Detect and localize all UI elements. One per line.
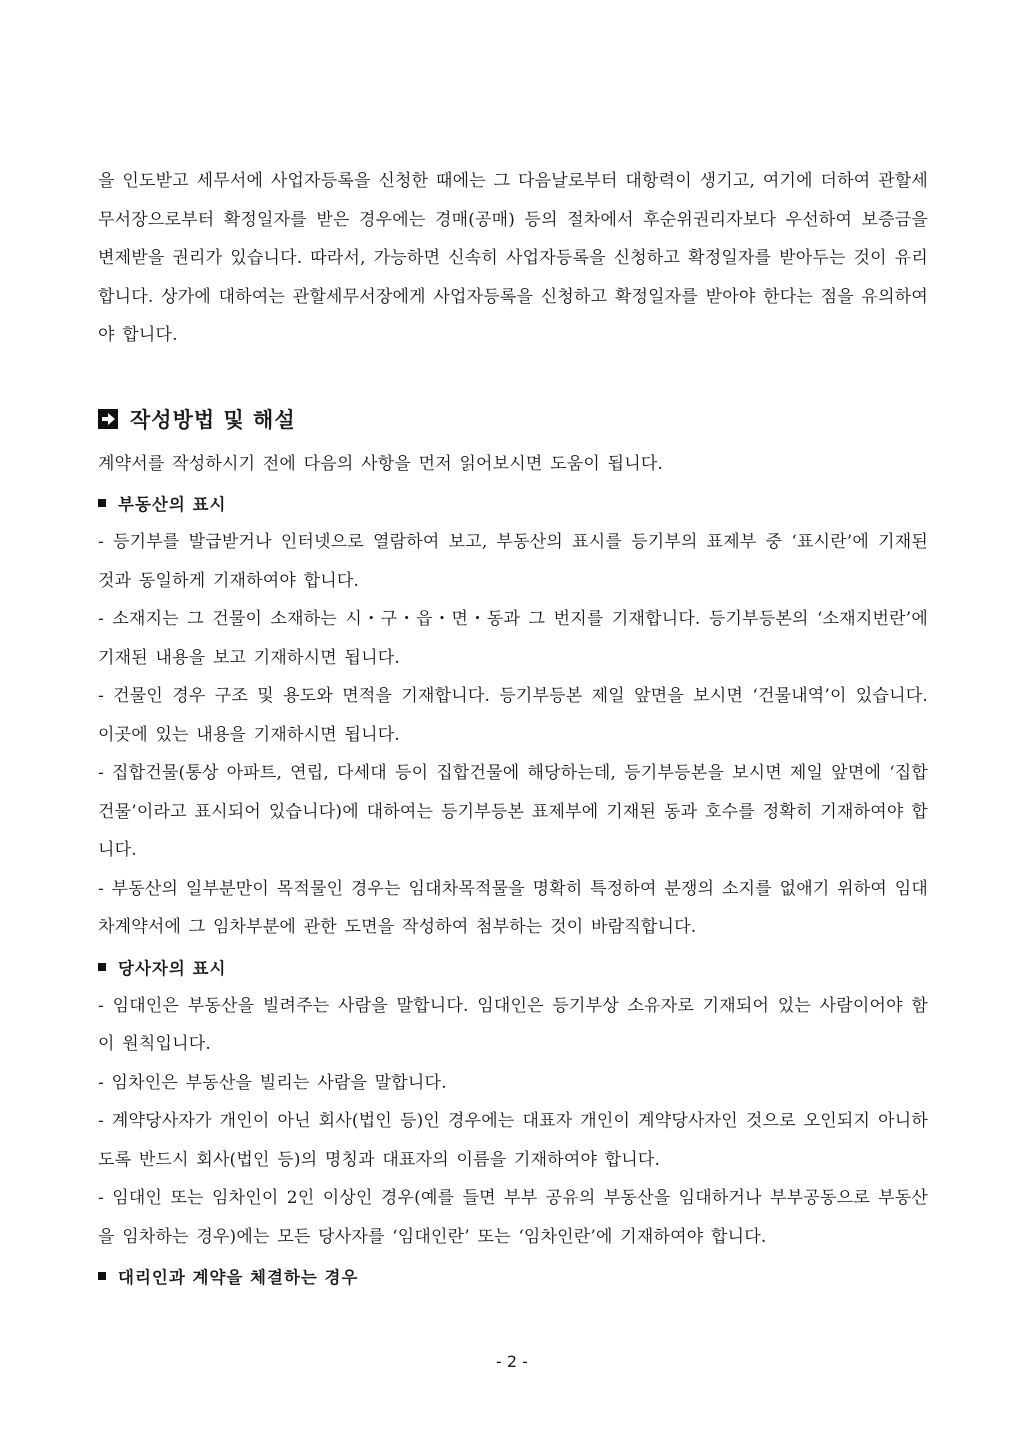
party-item-2: - 임차인은 부동산을 빌리는 사람을 말합니다. (98, 1072, 447, 1093)
section-title: 작성방법 및 해설 (130, 407, 296, 432)
property-item-2: - 소재지는 그 건물이 소재하는 시・구・읍・면・동과 그 번지를 기재합니다. 등기부등본의 ‘소재지번란’에 기재된 내용을 보고 기재하시면 됩니다. (98, 609, 928, 668)
property-item-5: - 부동산의 일부분만이 목적물인 경우는 임대차목적물을 명확히 특정하여 분쟁의 소지를 없애기 위하여 임대차계약서에 그 임차부분에 관한 도면을 작성하여 첨부하는 것이 바람직합니다. (98, 878, 928, 937)
arrow-right-icon (98, 409, 118, 429)
square-bullet-icon (98, 499, 106, 507)
section-intro: 계약서를 작성하시기 전에 다음의 사항을 먼저 읽어보시면 도움이 됩니다. (98, 453, 664, 474)
party-item-4: - 임대인 또는 임차인이 2인 이상인 경우(예를 들면 부부 공유의 부동산을 임대하거나 부부공동으로 부동산을 임차하는 경우)에는 모든 당사자를 ‘임대인란’ 또는 ‘임차인란’에 기재하여야 합니다. (98, 1188, 928, 1247)
page-content (98, 162, 928, 1296)
square-bullet-icon (98, 1272, 106, 1280)
property-item-3: - 건물인 경우 구조 및 용도와 면적을 기재합니다. 등기부등본 제일 앞면을 보시면 ‘건물내역’이 있습니다. 이곳에 있는 내용을 기재하시면 됩니다. (98, 686, 928, 745)
party-item-3: - 계약당사자가 개인이 아닌 회사(법인 등)인 경우에는 대표자 개인이 계약당사자인 것으로 오인되지 아니하도록 반드시 회사(법인 등)의 명칭과 대표자의 이름을 기재하여야 합니다. (98, 1111, 928, 1170)
subheading-property (98, 483, 928, 523)
subheading-title: 대리인과 계약을 체결하는 경우 (118, 1268, 359, 1287)
subheading-title: 부동산의 표시 (118, 495, 227, 514)
section-heading (98, 399, 928, 439)
property-item-4: - 집합건물(통상 아파트, 연립, 다세대 등이 집합건물에 해당하는데, 등기부등본을 보시면 제일 앞면에 ‘집합건물’이라고 표시되어 있습니다)에 대하여는 등기부등본 표제부에 기재된 동과 호수를 정확히 기재하여야 합니다. (98, 763, 928, 860)
subheading-agent (98, 1256, 928, 1296)
property-item-1: - 등기부를 발급받거나 인터넷으로 열람하여 보고, 부동산의 표시를 등기부의 표제부 중 ‘표시란’에 기재된 것과 동일하게 기재하여야 합니다. (98, 532, 928, 591)
intro-paragraph: 을 인도받고 세무서에 사업자등록을 신청한 때에는 그 다음날로부터 대항력이 생기고, 여기에 더하여 관할세무서장으로부터 확정일자를 받은 경우에는 경매(공매) 등의 절차에서 후순위권리자보다 우선하여 보증금을 변제받을 권리가 있습니다. 따라서, 가능하면 신속히 사업자등록을 신청하고 확정일자를 받아두는 것이 유리합니다. 상가에 대하여는 관할세무서장에게 사업자등록을 신청하고 확정일자를 받아야 한다는 점을 유의하여야 합니다. (98, 171, 928, 345)
square-bullet-icon (98, 963, 106, 971)
subheading-parties (98, 947, 928, 987)
page-number: - 2 - (496, 1352, 528, 1371)
subheading-title: 당사자의 표시 (118, 958, 227, 978)
party-item-1: - 임대인은 부동산을 빌려주는 사람을 말합니다. 임대인은 등기부상 소유자로 기재되어 있는 사람이어야 함이 원칙입니다. (98, 995, 928, 1054)
